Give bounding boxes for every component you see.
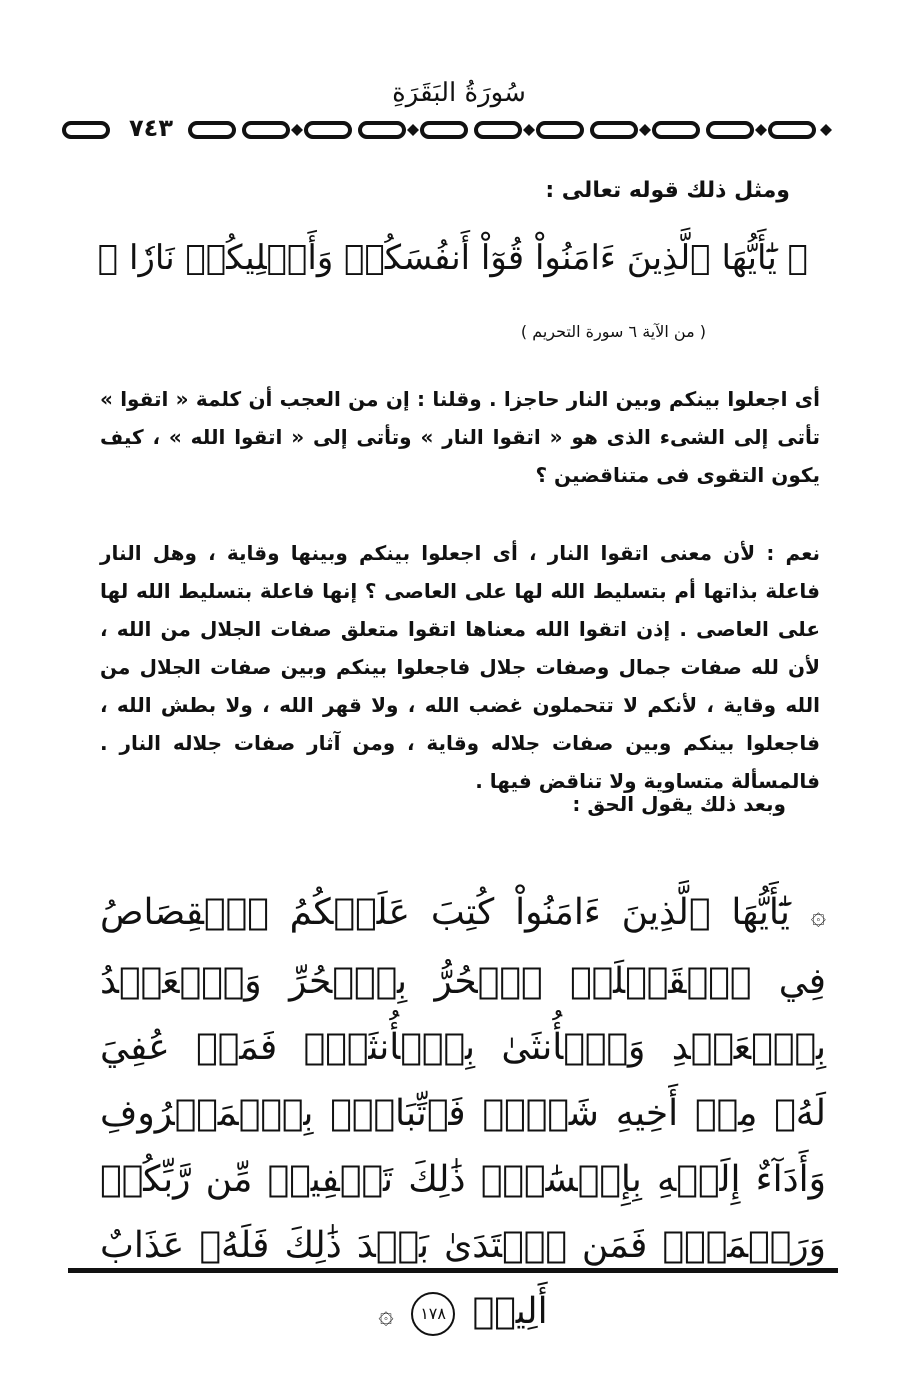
- intro-line: ومثل ذلك قوله تعالى :: [545, 178, 790, 203]
- commentary-paragraph-2: نعم : لأن معنى اتقوا النار ، أى اجعلوا بينكم وبينها وقاية ، وهل النار فاعلة بذاتها أم بتسليط الله لها على العاصى ؟ إنها فاعلة بتسليط الله لها على العاصى . إذن اتقوا الله معناها اتقوا متعلق صفات الجلال من الله ، لأن لله صفات جمال وصفات جلال فاجعلوا بينكم وبين صفات الجلال من الله وقاية ، لأنكم لا تتحملون غضب الله ، ولا قهر الله ، ولا بطش الله ، فاجعلوا بينكم وبين صفات جلاله وقاية ، ومن آثار صفات جلاله النار . فالمسألة متساوية ولا تناقض فيها .: [100, 541, 820, 793]
- quran-verse-baqarah-178: [100, 880, 826, 1348]
- intro-line-2: وبعد ذلك يقول الحق :: [572, 792, 786, 816]
- verse-close-ornament: ۞: [378, 1300, 394, 1330]
- surah-title: سُورَةُ البَقَرَةِ: [392, 78, 526, 108]
- quran-verse-tahrim: ﴿ يَٰٓأَيُّهَا ٱلَّذِينَ ءَامَنُواْ قُوٓاْ أَنفُسَكُمۡ وَأَهۡلِيكُمۡ نَارٗا ﴾: [97, 238, 808, 278]
- verse-citation: ( من الآية ٦ سورة التحريم ): [520, 322, 706, 341]
- verse-text: يَٰٓأَيُّهَا ٱلَّذِينَ ءَامَنُواْ كُتِبَ عَلَيۡكُمُ ٱلۡقِصَاصُ فِي ٱلۡقَتۡلَىۖ ٱلۡحُرُّ بِٱلۡحُرِّ وَٱلۡعَبۡدُ بِٱلۡعَبۡدِ وَٱلۡأُنثَىٰ بِٱلۡأُنثَىٰۚ فَمَنۡ عُفِيَ لَهُۥ مِنۡ أَخِيهِ شَيۡءٞ فَٱتِّبَاعُۢ بِٱلۡمَعۡرُوفِ وَأَدَآءٌ إِلَيۡهِ بِإِحۡسَٰنٖۗ ذَٰلِكَ تَخۡفِيفٞ مِّن رَّبِّكُمۡ وَرَحۡمَةٞۗ فَمَنِ ٱعۡتَدَىٰ بَعۡدَ ذَٰلِكَ فَلَهُۥ عَذَابٌ أَلِيمٞ: [100, 892, 826, 1332]
- footer-rule: [68, 1268, 838, 1273]
- page-number: ٧٤٣: [118, 112, 184, 144]
- commentary-paragraph-1: أى اجعلوا بينكم وبين النار حاجزا . وقلنا : إن من العجب أن كلمة « اتقوا » تأتى إلى الشىء الذى هو « اتقوا النار » وتأتى إلى « اتقوا الله » ، كيف يكون التقوى فى متناقضين ؟: [100, 387, 820, 487]
- verse-number-badge: ١٧٨: [411, 1292, 455, 1336]
- verse-open-ornament: ۞: [810, 901, 826, 931]
